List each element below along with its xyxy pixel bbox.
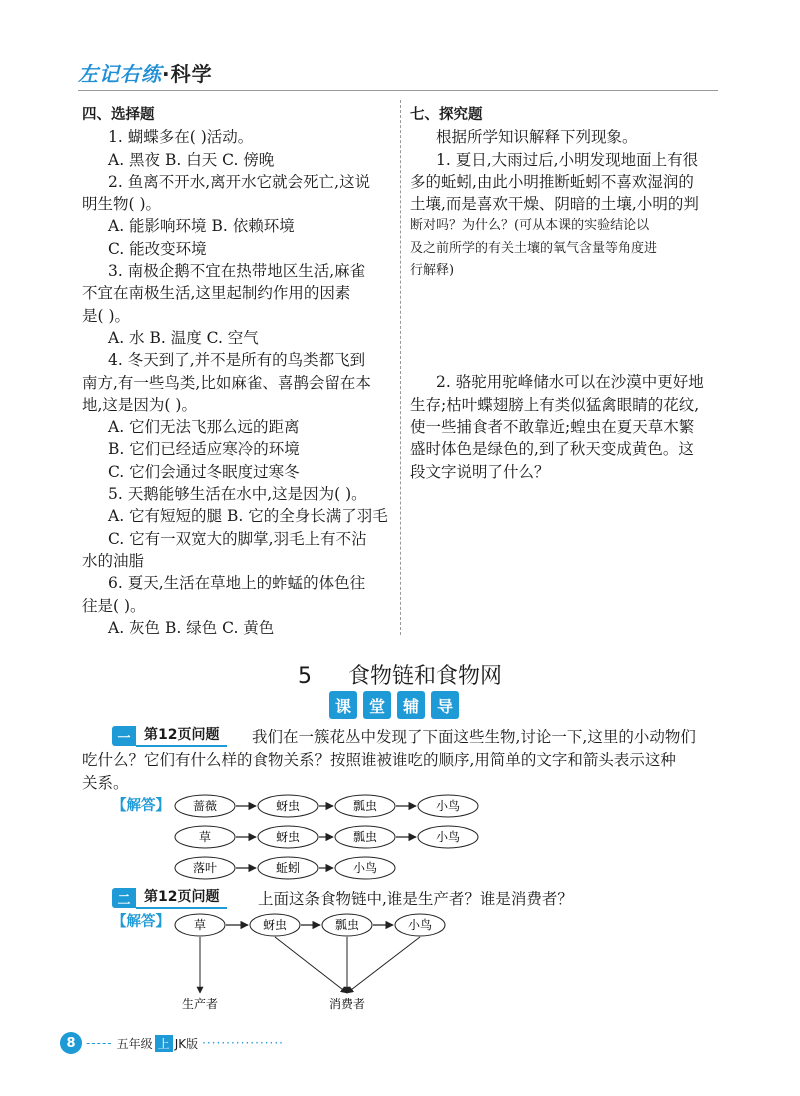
question-line: 段文字说明了什么？ [410, 462, 550, 481]
question-line: A. 能影响环境 B. 依赖环境 [108, 217, 295, 236]
q1-text-line-3: 关系。 [82, 774, 129, 792]
organism-label: 蚜虫 [262, 918, 288, 932]
question-line: A. 它有短短的腿 B. 它的全身长满了羽毛 [108, 507, 388, 526]
organism-label: 落叶 [192, 861, 218, 875]
question-line: C. 它有一双宽大的脚掌,羽毛上有不沾 [108, 529, 367, 548]
question-line: 3. 南极企鹅不宜在热带地区生活,麻雀 [108, 262, 366, 281]
tag-text: 第12页问题 [136, 725, 227, 747]
question-line: 生存;枯叶蝶翅膀上有类似猛禽眼睛的花纹, [410, 395, 700, 414]
footer-grade: 五年级 [116, 1036, 153, 1051]
question-line: 及之前所学的有关土壤的氧气含量等角度进 [410, 240, 658, 256]
footer-dash: ----- [86, 1036, 113, 1050]
organism-label: 瓢虫 [352, 830, 378, 844]
organism-label: 小鸟 [352, 861, 378, 875]
chapter-name: 食物链和食物网 [347, 664, 502, 689]
q1-text-line-2: 吃什么？它们有什么样的食物关系？按照谁被谁吃的顺序,用简单的文字和箭头表示这种 [82, 751, 676, 769]
organism-label: 蚯蚓 [275, 861, 301, 875]
organism-label: 小鸟 [435, 830, 461, 844]
q1-text-line-1: 我们在一簇花丛中发现了下面这些生物,讨论一下,这里的小动物们 [252, 728, 696, 746]
brand-subject: ·科学 [162, 62, 213, 86]
organism-label: 瓢虫 [334, 918, 360, 932]
footer-edition: JK版 [174, 1036, 199, 1051]
question-line: 使一些捕食者不敢靠近;蝗虫在夏天草木繁 [410, 417, 695, 436]
organism-label: 蔷薇 [192, 799, 218, 813]
question-line: 5. 天鹅能够生活在水中,这是因为( )。 [108, 485, 367, 504]
page-number: 8 [60, 1032, 82, 1054]
explore-intro: 根据所学知识解释下列现象。 [436, 128, 638, 147]
question-line: 水的油脂 [82, 551, 145, 570]
footer-term: 上 [155, 1035, 173, 1052]
section-banner [329, 691, 459, 719]
section-title-choice: 四、选择题 [82, 107, 155, 123]
question-line: A. 灰色 B. 绿色 C. 黄色 [108, 618, 275, 637]
question-line: 不宜在南极生活,这里起制约作用的因素 [82, 284, 351, 303]
organism-label: 小鸟 [407, 918, 433, 932]
explore-question-1 [410, 149, 730, 283]
choice-questions [82, 126, 392, 639]
organism-label: 蚜虫 [275, 799, 301, 813]
tag-number: 一 [112, 726, 136, 746]
question-line: 2. 鱼离不开水,离开水它就会死亡,这说 [108, 172, 371, 191]
consumer-arrow [275, 937, 347, 993]
answer-space [410, 282, 730, 371]
producer-consumer-diagram [0, 905, 800, 1025]
left-column [82, 104, 392, 639]
question-line: A. 黑夜 B. 白天 C. 傍晚 [108, 150, 275, 169]
question-line: 2. 骆驼用驼峰储水可以在沙漠中更好地 [436, 373, 704, 392]
banner-char: 堂 [363, 691, 391, 719]
question-line: 6. 夏天,生活在草地上的蚱蜢的体色往 [108, 574, 366, 593]
section-title-explore: 七、探究题 [410, 107, 483, 123]
consumer-arrow [347, 937, 420, 993]
producer-label: 生产者 [181, 997, 219, 1011]
column-divider [400, 100, 401, 635]
consumer-label: 消费者 [328, 997, 366, 1011]
answer-label-1: 【解答】 [112, 798, 170, 814]
question-line: 1. 蝴蝶多在( )活动。 [108, 128, 254, 147]
question-line: A. 它们无法飞那么远的距离 [108, 418, 300, 437]
banner-char: 导 [431, 691, 459, 719]
organism-label: 瓢虫 [352, 799, 378, 813]
brand-title [78, 58, 213, 87]
question-line: 明生物( )。 [82, 195, 162, 214]
banner-char: 课 [329, 691, 357, 719]
question-tag-1 [112, 725, 227, 747]
question-line: 土壤,而是喜欢干燥、阴暗的土壤,小明的判 [410, 195, 699, 214]
question-line: 断对吗？为什么？(可从本课的实验结论以 [410, 218, 650, 234]
explore-question-2 [410, 371, 730, 482]
question-line: 1. 夏日,大雨过后,小明发现地面上有很 [436, 150, 699, 169]
question-line: 往是( )。 [82, 596, 146, 615]
question-line: C. 能改变环境 [108, 239, 207, 258]
organism-label: 蚜虫 [275, 830, 301, 844]
question-line: 盛时体色是绿色的,到了秋天变成黄色。这 [410, 440, 694, 459]
chapter-number: 5 [297, 664, 312, 689]
page-footer [60, 1032, 288, 1054]
question-line: B. 它们已经适应寒冷的环境 [108, 440, 300, 459]
question-line: 多的蚯蚓,由此小明推断蚯蚓不喜欢湿润的 [410, 172, 694, 191]
organism-label: 草 [193, 918, 207, 932]
tag-text: 第12页问题 [136, 887, 227, 909]
tag-number: 二 [112, 888, 136, 908]
banner-char: 辅 [397, 691, 425, 719]
brand-name: 左记右练 [78, 62, 162, 86]
organism-label: 草 [198, 830, 212, 844]
question-line: 行解释) [410, 263, 455, 279]
food-chain-diagram-1 [0, 785, 800, 885]
question-line: C. 它们会通过冬眠度过寒冬 [108, 462, 300, 481]
chapter-title [0, 659, 800, 690]
question-line: 4. 冬天到了,并不是所有的鸟类都飞到 [108, 351, 366, 370]
organism-label: 小鸟 [435, 799, 461, 813]
footer-dash: ················· [202, 1036, 284, 1050]
right-column [410, 104, 730, 483]
header-divider [78, 90, 718, 91]
question-line: A. 水 B. 温度 C. 空气 [108, 328, 259, 347]
question-line: 地,这是因为( )。 [82, 395, 197, 414]
question-line: 南方,有一些鸟类,比如麻雀、喜鹊会留在本 [82, 373, 371, 392]
question-line: 是( )。 [82, 306, 131, 325]
answer-label-2: 【解答】 [112, 914, 170, 930]
q2-text: 上面这条食物链中,谁是生产者？谁是消费者？ [258, 890, 573, 908]
